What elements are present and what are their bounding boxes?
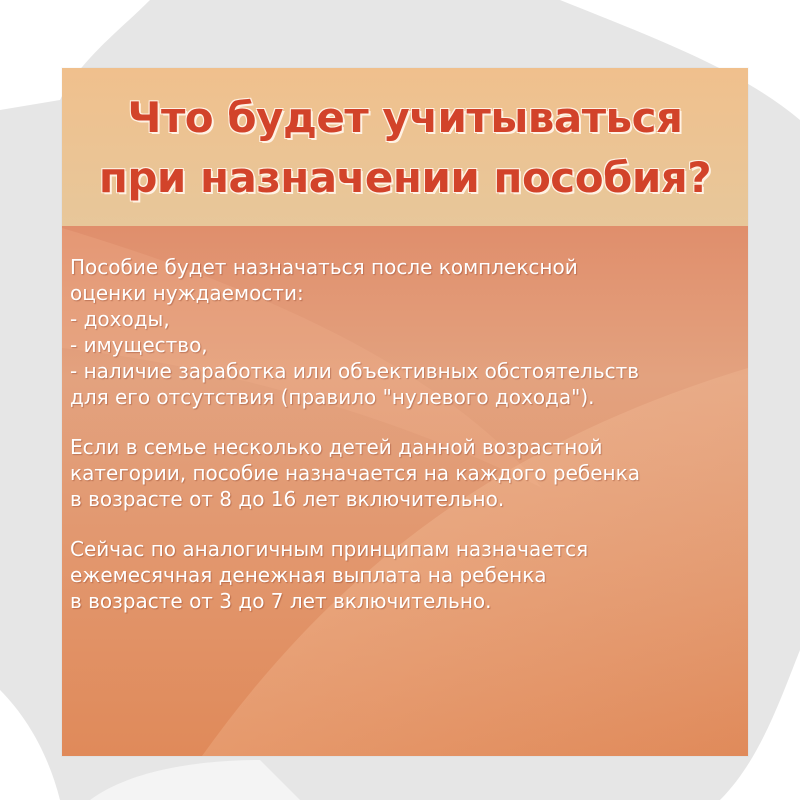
text-line: Если в семье несколько детей данной возрастной: [70, 435, 603, 459]
list-item: - доходы,: [70, 307, 170, 331]
text-line: для его отсутствия (правило "нулевого дохода").: [70, 385, 595, 409]
text-line: Пособие будет назначаться после комплексной: [70, 255, 578, 279]
paragraph-similar-payment: [70, 536, 742, 614]
paragraph-need-assessment: [70, 254, 742, 410]
text-line: категории, пособие назначается на каждого ребенка: [70, 461, 640, 485]
text-line: Сейчас по аналогичным принципам назначается: [70, 537, 589, 561]
text-line: оценки нуждаемости:: [70, 281, 304, 305]
list-item: - имущество,: [70, 333, 208, 357]
list-item: - наличие заработка или объективных обстоятельств: [70, 359, 640, 383]
card-body: [70, 254, 742, 638]
title-line-1: Что будет учитываться: [127, 93, 683, 142]
text-line: ежемесячная денежная выплата на ребенка: [70, 563, 547, 587]
white-swoosh-bottom-left: [0, 690, 60, 800]
text-line: в возрасте от 8 до 16 лет включительно.: [70, 487, 505, 511]
white-swoosh-bottom: [90, 760, 300, 800]
paragraph-multiple-children: [70, 434, 742, 512]
page-title: [62, 88, 748, 208]
title-line-2: при назначении пособия?: [98, 153, 712, 202]
text-line: в возрасте от 3 до 7 лет включительно.: [70, 589, 492, 613]
info-card: [62, 68, 748, 756]
